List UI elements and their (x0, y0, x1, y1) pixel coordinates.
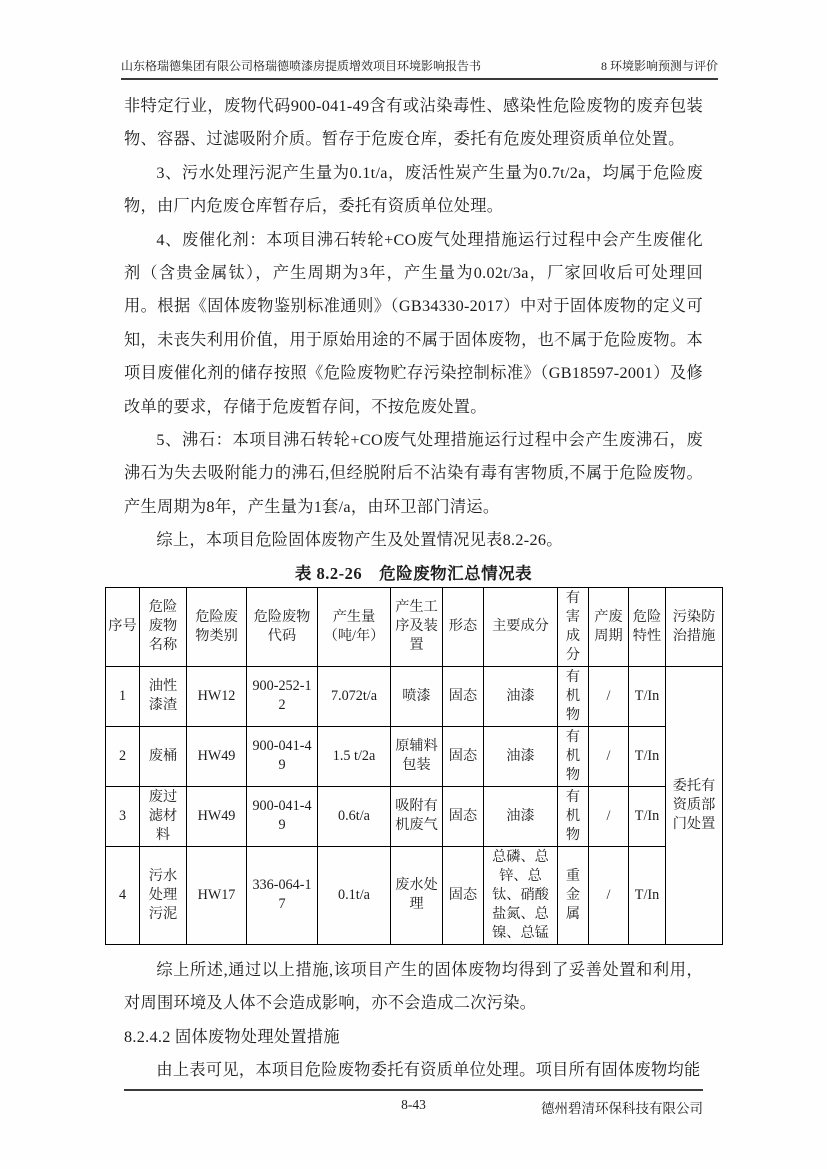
table-cell: 900-041-49 (247, 786, 318, 846)
table-cell: 0.1t/a (318, 846, 391, 944)
footer-inner (124, 1097, 703, 1117)
table-cell: 4 (106, 846, 140, 944)
table-col-header: 污染防治措施 (666, 587, 723, 666)
table-cell: / (589, 786, 629, 846)
table-cell: 废过滤材料 (140, 786, 187, 846)
table-cell: 1.5 t/2a (318, 726, 391, 786)
table-cell-merged-disposal: 委托有资质部门处置 (666, 666, 723, 944)
table-col-header: 产生工序及装置 (391, 587, 443, 666)
table-cell: 固态 (443, 666, 484, 726)
table-cell: HW49 (187, 726, 247, 786)
table-cell: 固态 (443, 726, 484, 786)
table-cell: 喷漆 (391, 666, 443, 726)
table-col-header: 危险废物名称 (140, 587, 187, 666)
paragraph: 5、沸石：本项目沸石转轮+CO废气处理措施运行过程中会产生废沸石，废沸石为失去吸附能力的沸石,但经脱附后不沾染有毒有害物质,不属于危险废物。产生周期为8年，产生量为1套/a，由环卫部门清运。 (124, 431, 703, 516)
table-cell: / (589, 726, 629, 786)
footer-page-number: 8-43 (401, 1097, 426, 1112)
header-chapter-title: 8 环境影响预测与评价 (600, 59, 718, 73)
table-cell: 有机物 (558, 786, 589, 846)
table-row (106, 666, 723, 726)
table-cell: 0.6t/a (318, 786, 391, 846)
table-cell: 污水处理污泥 (140, 846, 187, 944)
table-cell: HW17 (187, 846, 247, 944)
table-cell: 7.072t/a (318, 666, 391, 726)
table-cell: / (589, 666, 629, 726)
table-cell: 废水处理 (391, 846, 443, 944)
table-col-header: 序号 (106, 587, 140, 666)
table-cell: 重金属 (558, 846, 589, 944)
table-cell: 吸附有机废气 (391, 786, 443, 846)
table-cell: 有机物 (558, 726, 589, 786)
table-cell: T/In (629, 846, 666, 944)
page-footer (124, 1089, 703, 1117)
table-cell: 900-041-49 (247, 726, 318, 786)
table-col-header: 危险废物类别 (187, 587, 247, 666)
table-col-header: 产生量（吨/年） (318, 587, 391, 666)
table-cell: 固态 (443, 846, 484, 944)
table-col-header: 有害成分 (558, 587, 589, 666)
table-row (106, 846, 723, 944)
paragraph: 综上所述,通过以上措施,该项目产生的固体废物均得到了妥善处置和利用，对周围环境及人体不会造成影响，亦不会造成二次污染。 (124, 960, 703, 1013)
table-col-header: 形态 (443, 587, 484, 666)
table-row (106, 786, 723, 846)
table-header-row (106, 587, 723, 666)
table-cell: 油性漆渣 (140, 666, 187, 726)
paragraph: 综上，本项目危险固体废物产生及处置情况见表8.2-26。 (156, 531, 563, 550)
table-cell: 3 (106, 786, 140, 846)
table-title: 表 8.2-26 危险废物汇总情况表 (294, 563, 533, 583)
table-cell: HW12 (187, 666, 247, 726)
table-cell: HW49 (187, 786, 247, 846)
table-col-header: 主要成分 (484, 587, 558, 666)
paragraph: 3、污水处理污泥产生量为0.1t/a，废活性炭产生量为0.7t/2a，均属于危险废物，由厂内危废仓库暂存后，委托有资质单位处理。 (124, 163, 703, 216)
table-cell: 废桶 (140, 726, 187, 786)
page-content (108, 90, 716, 1087)
table-col-header: 危险废物代码 (247, 587, 318, 666)
table-cell: / (589, 846, 629, 944)
paragraph: 由上表可见，本项目危险废物委托有资质单位处理。项目所有固体废物均能 (156, 1060, 701, 1079)
footer-company-name: 德州碧清环保科技有限公司 (541, 1101, 703, 1116)
table-row (106, 726, 723, 786)
table-cell: 有机物 (558, 666, 589, 726)
table-cell: 原辅料包装 (391, 726, 443, 786)
section-heading: 8.2.4.2 固体废物处理处置措施 (124, 1027, 340, 1046)
table-cell: 总磷、总锌、总钛、硝酸盐氮、总镍、总锰 (484, 846, 558, 944)
table-cell: 336-064-17 (247, 846, 318, 944)
table-col-header: 危险特性 (629, 587, 666, 666)
hazardous-waste-summary-table (105, 587, 723, 945)
table-col-header: 产废周期 (589, 587, 629, 666)
table-cell: 油漆 (484, 666, 558, 726)
table-cell: 2 (106, 726, 140, 786)
table-cell: T/In (629, 726, 666, 786)
paragraph: 非特定行业，废物代码900-041-49含有或沾染毒性、感染性危险废物的废弃包装物、容器、过滤吸附介质。暂存于危废仓库，委托有危废处理资质单位处置。 (124, 97, 703, 149)
table-cell: T/In (629, 666, 666, 726)
header-doc-title: 山东格瑞德集团有限公司格瑞德喷漆房提质增效项目环境影响报告书 (121, 59, 482, 73)
table-cell: 1 (106, 666, 140, 726)
table-cell: 900-252-12 (247, 666, 318, 726)
table-cell: T/In (629, 786, 666, 846)
table-cell: 油漆 (484, 786, 558, 846)
table-cell: 油漆 (484, 726, 558, 786)
page-header (121, 57, 718, 80)
paragraph: 4、废催化剂：本项目沸石转轮+CO废气处理措施运行过程中会产生废催化剂（含贵金属钛），产生周期为3年，产生量为0.02t/3a，厂家回收后可处理回用。根据《固体废物鉴别标准通则》（GB34330-2017）中对于固体废物的定义可知，未丧失利用价值，用于原始用途的不属于固体废物，也不属于危险废物。本项目废催化剂的储存按照《危险废物贮存污染控制标准》（GB18597-2001）及修改单的要求，存储于危废暂存间，不按危废处置。 (124, 230, 703, 416)
table-cell: 固态 (443, 786, 484, 846)
